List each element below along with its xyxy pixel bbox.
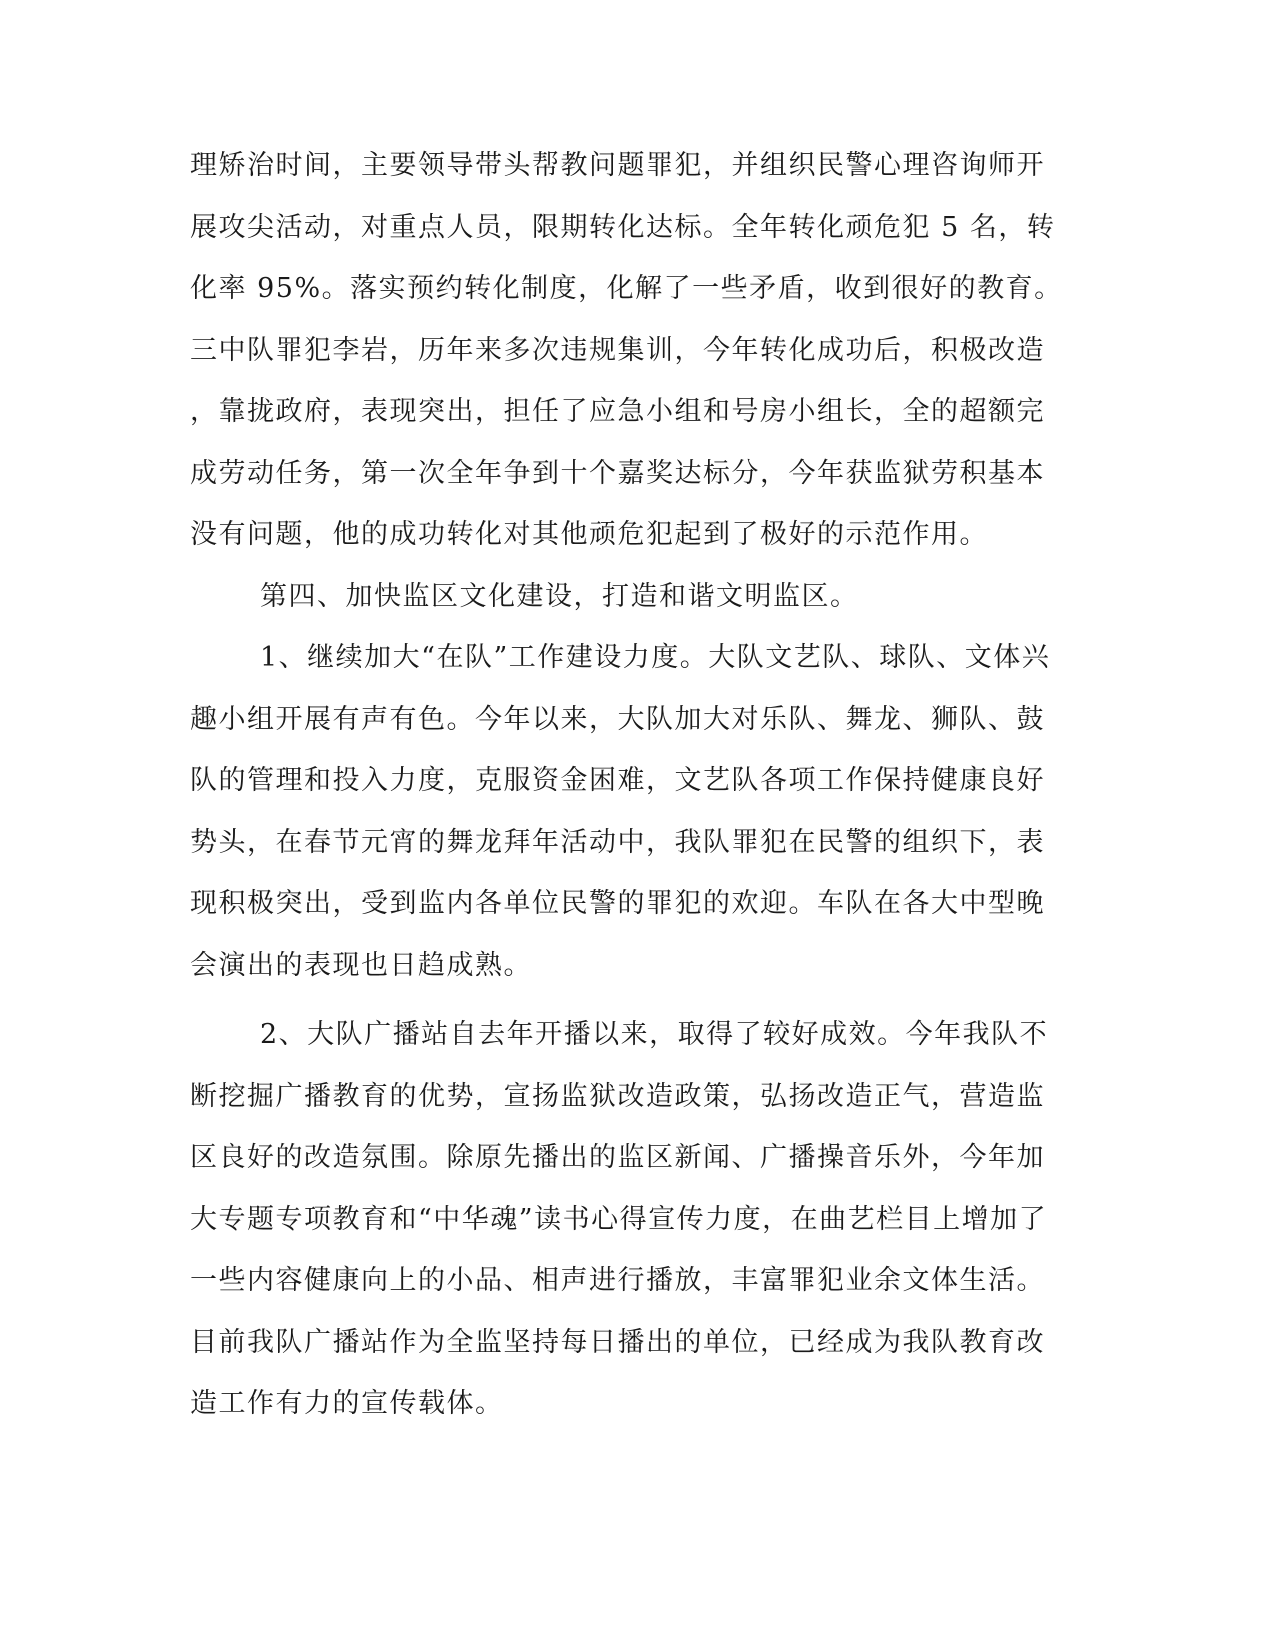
paragraph-conversion: [190, 135, 1090, 566]
paragraph-item-2: [190, 1004, 1090, 1435]
text-line: 势头，在春节元宵的舞龙拜年活动中，我队罪犯在民警的组织下，表: [190, 826, 1045, 858]
text-line: 断挖掘广播教育的优势，宣扬监狱改造政策，弘扬改造正气，营造监: [190, 1080, 1045, 1112]
text-line: 没有问题，他的成功转化对其他顽危犯起到了极好的示范作用。: [190, 519, 988, 550]
text-line: 三中队罪犯李岩，历年来多次违规集训，今年转化成功后，积极改造: [190, 334, 1045, 366]
text-line: 造工作有力的宣传载体。: [190, 1388, 504, 1419]
text-line: 2、大队广播站自去年开播以来，取得了较好成效。今年我队不: [260, 1019, 1049, 1050]
text-line: 区良好的改造氛围。除原先播出的监区新闻、广播操音乐外，今年加: [190, 1142, 1045, 1173]
paragraph-item-1: [190, 627, 1090, 996]
text-line: 第四、加快监区文化建设，打造和谐文明监区。: [260, 580, 859, 612]
text-line: 队的管理和投入力度，克服资金困难，文艺队各项工作保持健康良好: [190, 765, 1045, 796]
text-line: 现积极突出，受到监内各单位民警的罪犯的欢迎。车队在各大中型晚: [190, 888, 1045, 919]
text-line: 化率 95%。落实预约转化制度，化解了一些矛盾，收到很好的教育。: [190, 273, 1063, 304]
text-line: 大专题专项教育和“中华魂”读书心得宣传力度，在曲艺栏目上增加了: [190, 1203, 1048, 1235]
text-line: 趣小组开展有声有色。今年以来，大队加大对乐队、舞龙、狮队、鼓: [190, 703, 1045, 735]
body-text: [190, 135, 1090, 1435]
section-heading-fourth: [190, 566, 1090, 628]
text-line: ，靠拢政府，表现突出，担任了应急小组和号房小组长，全的超额完: [190, 396, 1045, 427]
text-line: 目前我队广播站作为全监坚持每日播出的单位，已经成为我队教育改: [190, 1326, 1045, 1358]
text-line: 1、继续加大“在队”工作建设力度。大队文艺队、球队、文体兴: [260, 642, 1051, 673]
text-line: 会演出的表现也日趋成熟。: [190, 949, 532, 981]
text-line: 理矫治时间，主要领导带头帮教问题罪犯，并组织民警心理咨询师开: [190, 150, 1045, 181]
text-line: 一些内容健康向上的小品、相声进行播放，丰富罪犯业余文体生活。: [190, 1265, 1045, 1296]
text-line: 展攻尖活动，对重点人员，限期转化达标。全年转化顽危犯 5 名，转: [190, 211, 1056, 243]
text-line: 成劳动任务，第一次全年争到十个嘉奖达标分，今年获监狱劳积基本: [190, 457, 1045, 489]
